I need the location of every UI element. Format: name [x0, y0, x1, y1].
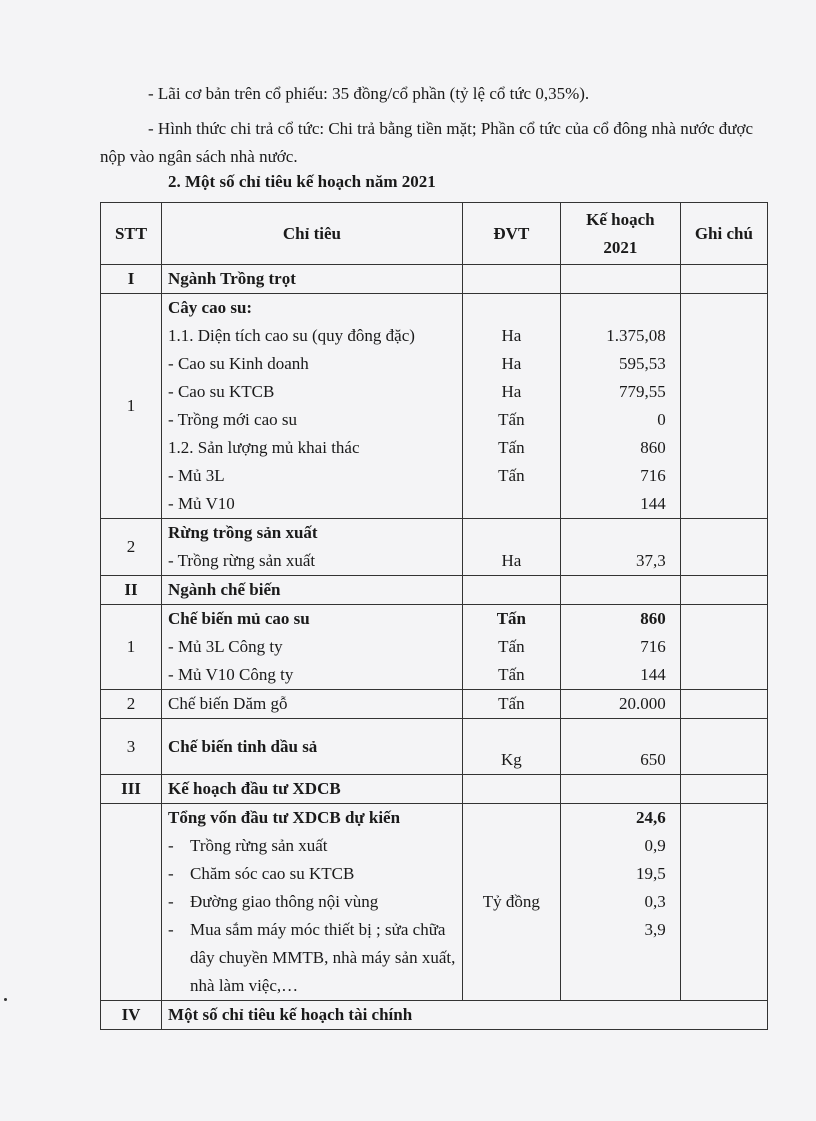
table-row: 3 Chế biến tinh dầu sả Kg 650: [101, 719, 768, 775]
section-row: I Ngành Trồng trọt: [101, 265, 768, 294]
paragraph-payment: - Hình thức chi trả cổ tức: Chi trả bằng tiền mặt; Phần cổ tức của cổ đông nhà nước được nộp vào ngân sách nhà nước.: [100, 119, 754, 166]
paragraph-dividend: - Lãi cơ bản trên cổ phiếu: 35 đồng/cổ phần (tỷ lệ cổ tức 0,35%).: [148, 84, 590, 103]
header-chi-tieu: Chỉ tiêu: [162, 203, 463, 265]
header-ghi-chu: Ghi chú: [680, 203, 767, 265]
section-row: II Ngành chế biến: [101, 576, 768, 605]
header-stt: STT: [101, 203, 162, 265]
table-row: 2 Rừng trồng sản xuất - Trồng rừng sản xuất Ha 37,3: [101, 519, 768, 576]
table-row: 2 Chế biến Dăm gỗ Tấn 20.000: [101, 690, 768, 719]
table-row: Tổng vốn đầu tư XDCB dự kiến - Trồng rừng sản xuất - Chăm sóc cao su KTCB - Đường giao thông nội vùng - Mua sắm máy móc thiết bị ; sửa chữa dây chuyền MMTB, nhà máy sản xuất, nhà làm việc,… Tỷ đồng 24,6 0,9 19,5 0,3 3,9: [101, 804, 768, 1001]
section-heading: 2. Một số chỉ tiêu kế hoạch năm 2021: [168, 172, 436, 191]
table-header-row: [101, 203, 768, 265]
section-row: III Kế hoạch đầu tư XDCB: [101, 775, 768, 804]
scan-speck: [4, 998, 7, 1001]
section-row: IV Một số chỉ tiêu kế hoạch tài chính: [101, 1001, 768, 1030]
header-ke-hoach: Kế hoạch 2021: [560, 203, 680, 265]
table-row: 1 Cây cao su: 1.1. Diện tích cao su (quy đông đặc) - Cao su Kinh doanh - Cao su KTCB - Trồng mới cao su 1.2. Sản lượng mủ khai thác - Mủ 3L - Mủ V10 Ha Ha Ha Tấn Tấn Tấn 1.375,08 595,53 779,55 0 860 716 144: [101, 294, 768, 519]
plan-table: [100, 202, 768, 1030]
header-dvt: ĐVT: [462, 203, 560, 265]
table-row: 1 Chế biến mủ cao su - Mủ 3L Công ty - Mủ V10 Công ty Tấn Tấn Tấn 860 716 144: [101, 605, 768, 690]
